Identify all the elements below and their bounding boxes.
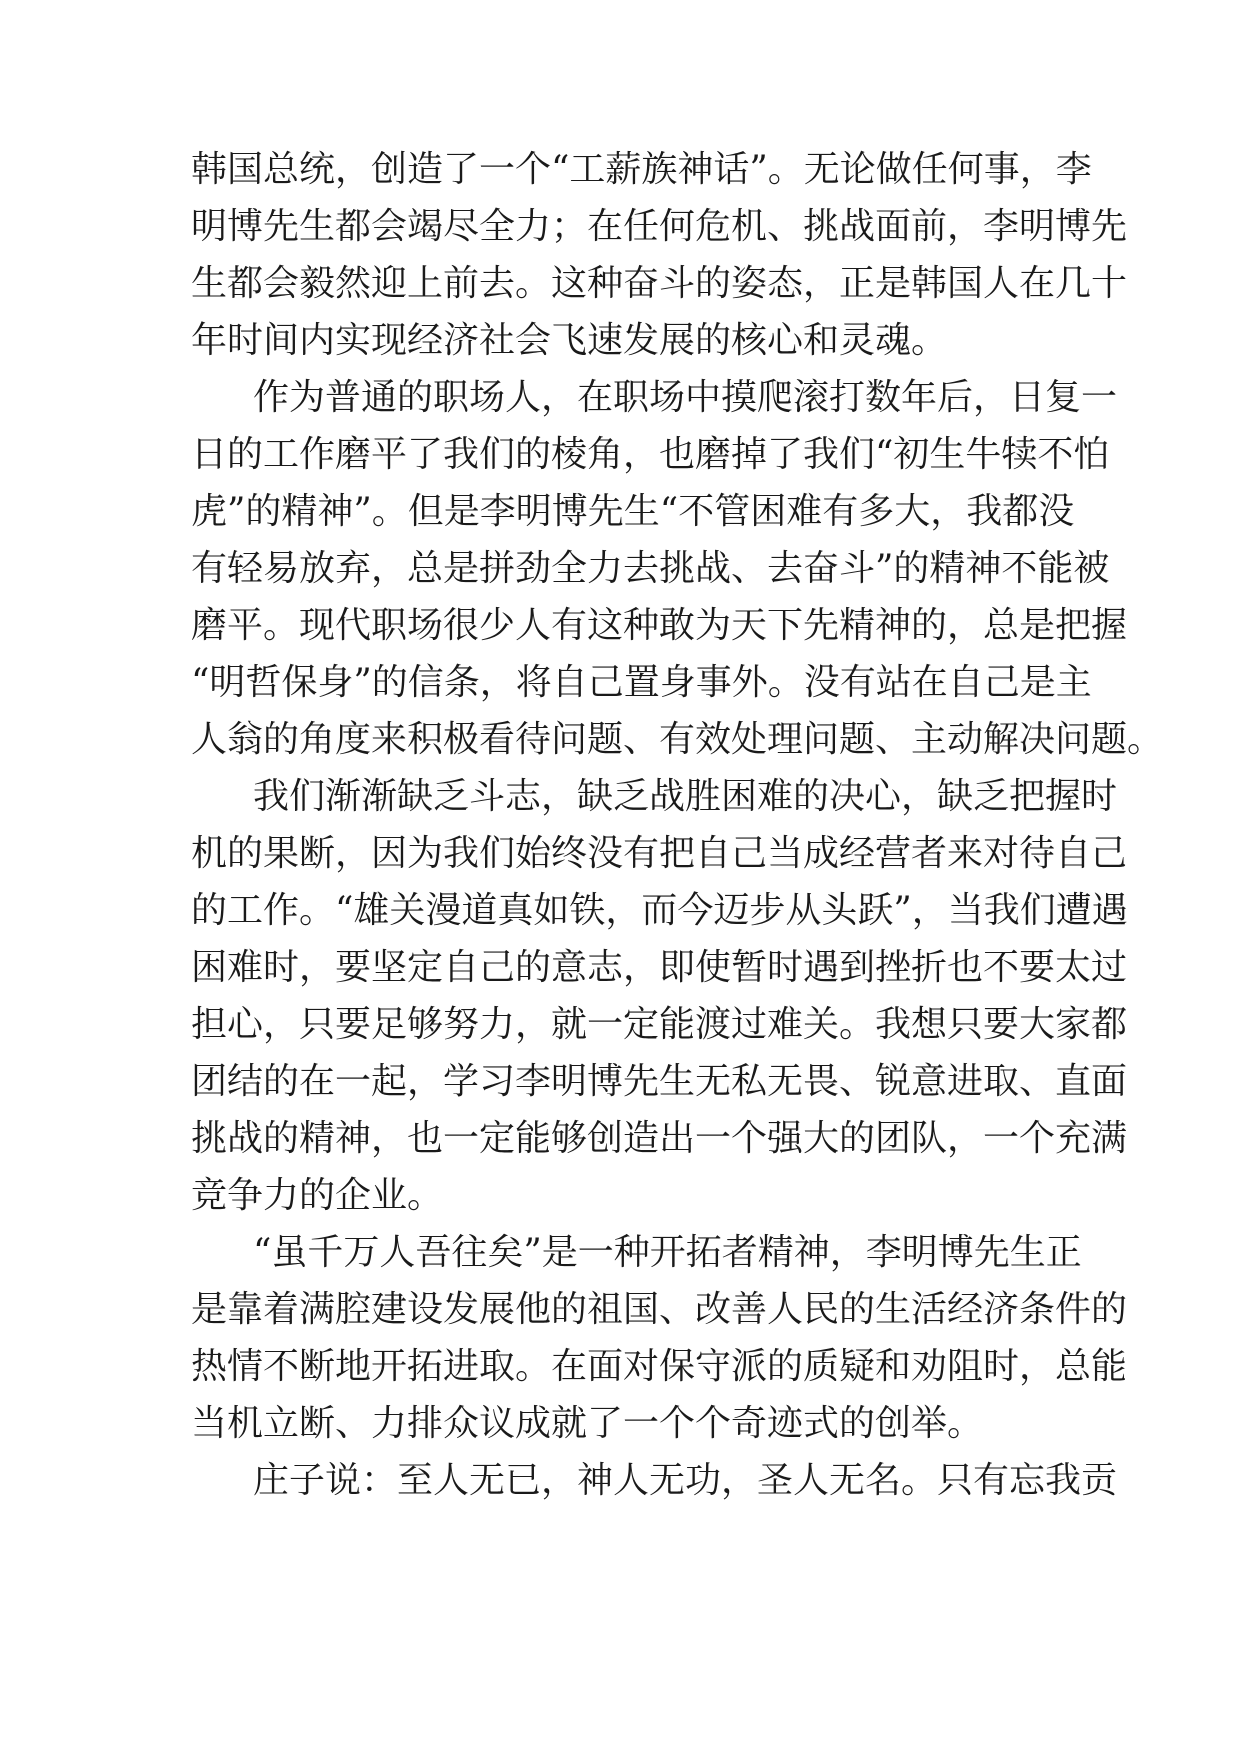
text-line: 挑战的精神，也一定能够创造出一个强大的团队，一个充满 (191, 1118, 1128, 1159)
paragraph-first-line: 作为普通的职场人，在职场中摸爬滚打数年后，日复一 (253, 377, 1118, 418)
text-line: 磨平。现代职场很少人有这种敢为天下先精神的，总是把握 (191, 605, 1128, 646)
text-line: 年时间内实现经济社会飞速发展的核心和灵魂。 (191, 320, 948, 361)
text-line: 热情不断地开拓进取。在面对保守派的质疑和劝阻时，总能 (191, 1346, 1128, 1387)
text-line: 日的工作磨平了我们的棱角，也磨掉了我们“初生牛犊不怕 (191, 434, 1110, 475)
text-line: “明哲保身”的信条，将自己置身事外。没有站在自己是主 (191, 662, 1092, 703)
paragraph-first-line: 我们渐渐缺乏斗志，缺乏战胜困难的决心，缺乏把握时 (253, 776, 1118, 817)
text-line: 有轻易放弃，总是拼劲全力去挑战、去奋斗”的精神不能被 (191, 548, 1110, 589)
paragraph-first-line: “虽千万人吾往矣”是一种开拓者精神，李明博先生正 (253, 1232, 1082, 1273)
text-line: 竞争力的企业。 (191, 1175, 444, 1216)
text-line: 机的果断，因为我们始终没有把自己当成经营者来对待自己 (191, 833, 1128, 874)
text-line: 当机立断、力排众议成就了一个个奇迹式的创举。 (191, 1403, 984, 1444)
text-line: 生都会毅然迎上前去。这种奋斗的姿态，正是韩国人在几十 (191, 263, 1128, 304)
text-line: 明博先生都会竭尽全力；在任何危机、挑战面前，李明博先 (191, 206, 1128, 247)
paragraph-first-line: 庄子说：至人无已，神人无功，圣人无名。只有忘我贡 (253, 1460, 1118, 1501)
text-line: 的工作。“雄关漫道真如铁，而今迈步从头跃”，当我们遭遇 (191, 890, 1128, 931)
text-line: 团结的在一起，学习李明博先生无私无畏、锐意进取、直面 (191, 1061, 1128, 1102)
text-line: 担心，只要足够努力，就一定能渡过难关。我想只要大家都 (191, 1004, 1128, 1045)
text-line: 韩国总统，创造了一个“工薪族神话”。无论做任何事，李 (191, 149, 1092, 190)
text-line: 人翁的角度来积极看待问题、有效处理问题、主动解决问题。 (191, 719, 1164, 760)
text-line: 是靠着满腔建设发展他的祖国、改善人民的生活经济条件的 (191, 1289, 1128, 1330)
text-line: 困难时，要坚定自己的意志，即使暂时遇到挫折也不要太过 (191, 947, 1128, 988)
text-line: 虎”的精神”。但是李明博先生“不管困难有多大，我都没 (191, 491, 1075, 532)
